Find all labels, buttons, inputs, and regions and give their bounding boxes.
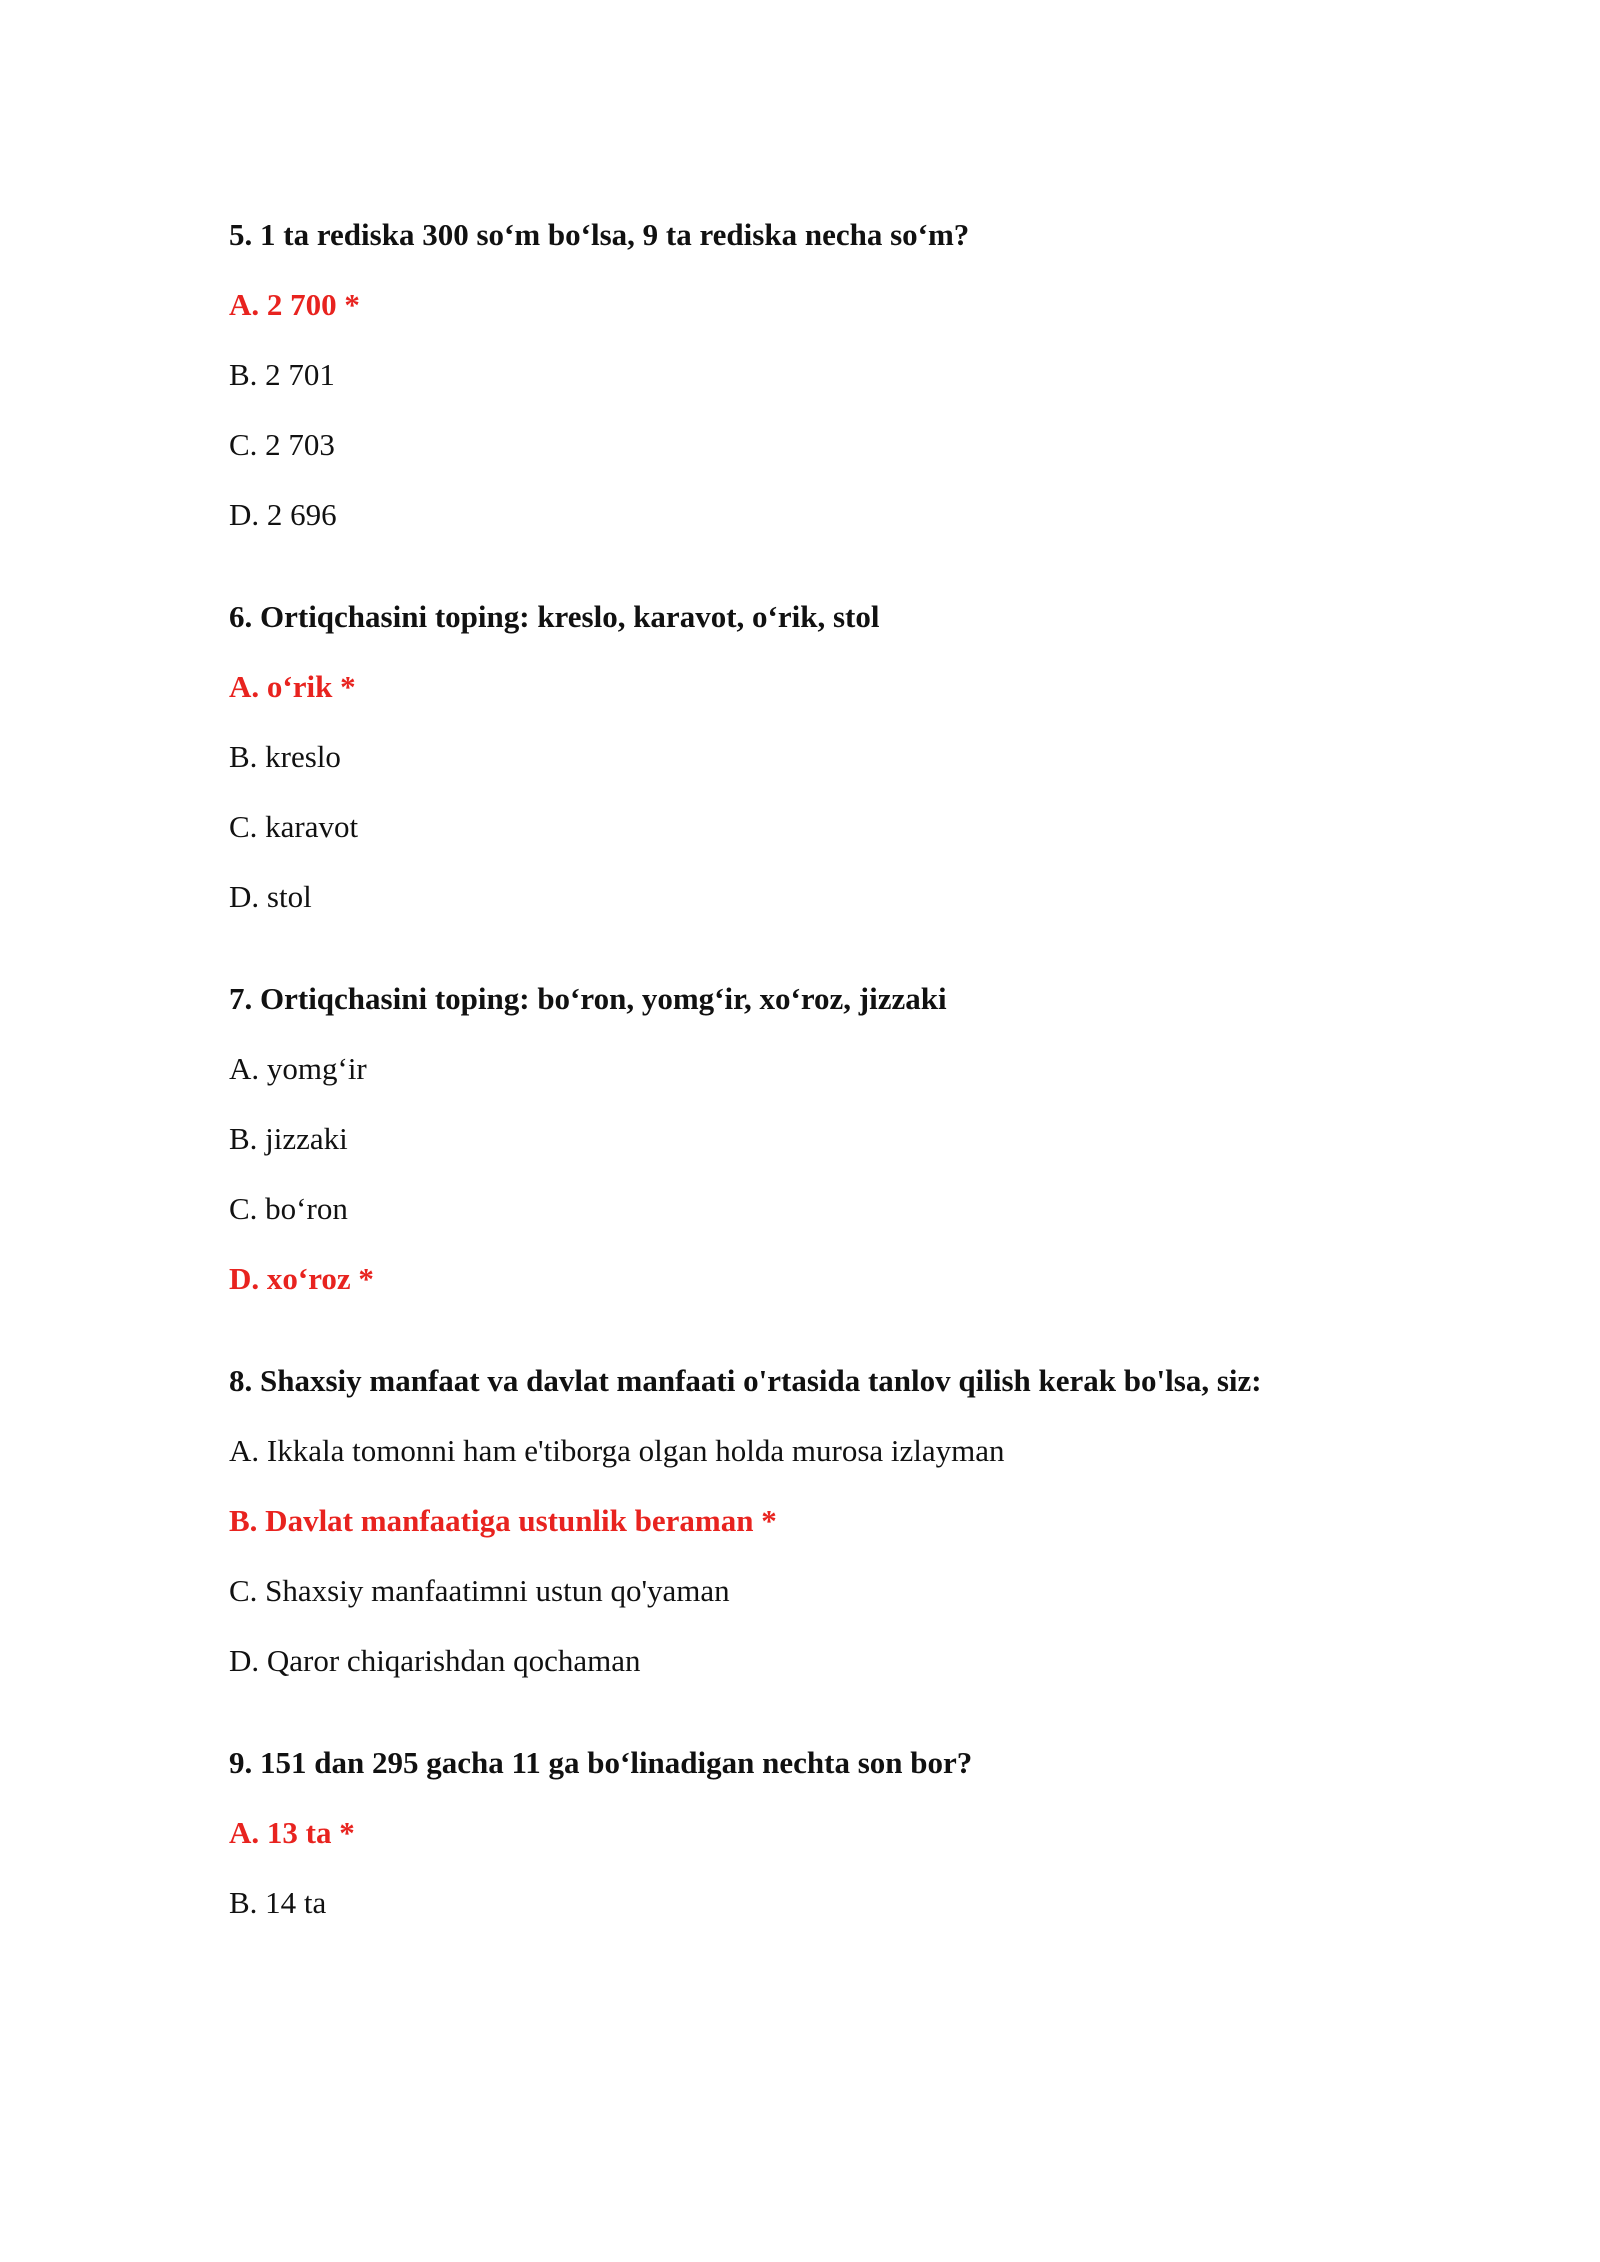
question-5 [229, 218, 1409, 532]
option-d: D. Qaror chiqarishdan qochaman [229, 1643, 641, 1678]
option-c: C. 2 703 [229, 427, 335, 462]
option-b: B. Davlat manfaatiga ustunlik beraman * [229, 1503, 777, 1538]
option-c: C. bo‘ron [229, 1191, 348, 1226]
question-text: 6. Ortiqchasini toping: kreslo, karavot, o‘rik, stol [229, 599, 880, 634]
option-d: D. stol [229, 879, 312, 914]
question-text: 7. Ortiqchasini toping: bo‘ron, yomg‘ir, xo‘roz, jizzaki [229, 981, 947, 1016]
option-c: C. Shaxsiy manfaatimni ustun qo'yaman [229, 1573, 730, 1608]
question-text: 9. 151 dan 295 gacha 11 ga bo‘linadigan nechta son bor? [229, 1745, 973, 1780]
question-9 [229, 1746, 1409, 1920]
question-7 [229, 982, 1409, 1296]
question-text: 8. Shaxsiy manfaat va davlat manfaati o'rtasida tanlov qilish kerak bo'lsa, siz: [229, 1363, 1262, 1398]
option-a: A. yomg‘ir [229, 1051, 367, 1086]
question-text: 5. 1 ta rediska 300 so‘m bo‘lsa, 9 ta rediska necha so‘m? [229, 217, 970, 252]
question-8 [229, 1364, 1409, 1678]
option-a: A. 2 700 * [229, 287, 360, 322]
question-6 [229, 600, 1409, 914]
option-d: D. xo‘roz * [229, 1261, 374, 1296]
option-b: B. kreslo [229, 739, 341, 774]
option-b: B. 14 ta [229, 1885, 327, 1920]
option-b: B. jizzaki [229, 1121, 348, 1156]
document-page [229, 218, 1409, 1988]
option-a: A. o‘rik * [229, 669, 356, 704]
option-c: C. karavot [229, 809, 359, 844]
option-a: A. 13 ta * [229, 1815, 355, 1850]
option-a: A. Ikkala tomonni ham e'tiborga olgan holda murosa izlayman [229, 1433, 1005, 1468]
option-d: D. 2 696 [229, 497, 337, 532]
option-b: B. 2 701 [229, 357, 335, 392]
